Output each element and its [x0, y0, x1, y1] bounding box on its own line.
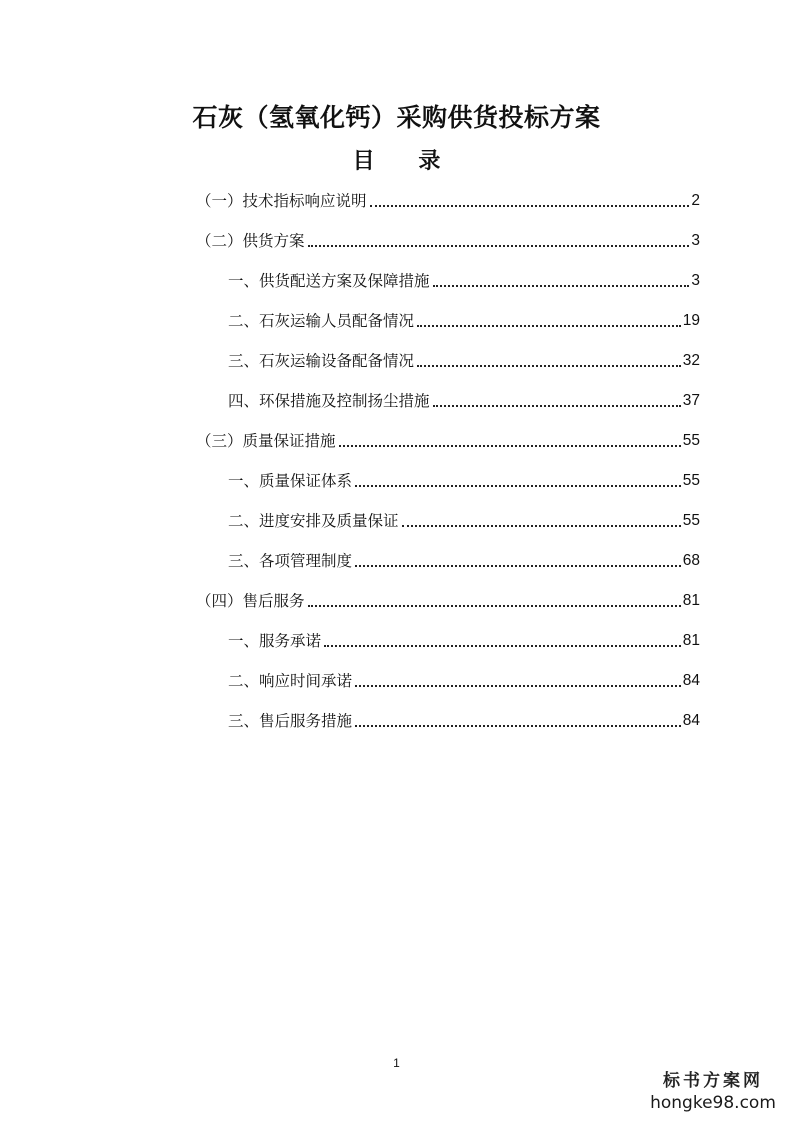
toc-leader-dots [308, 245, 690, 247]
toc-entry-label: 二、响应时间承诺 [228, 672, 353, 690]
toc-leader-dots [339, 445, 681, 447]
toc-entry-page: 55 [682, 432, 700, 449]
toc-entry[interactable] [228, 630, 700, 652]
toc-leader-dots [355, 725, 681, 727]
toc-entry[interactable] [196, 190, 700, 212]
toc-entry[interactable] [228, 310, 700, 332]
toc-entry-page: 3 [691, 232, 700, 249]
toc-entry-label: 三、各项管理制度 [228, 552, 353, 570]
toc-entry-page: 19 [682, 312, 700, 329]
toc-entry-page: 68 [682, 552, 700, 569]
toc-entry-label: 一、供货配送方案及保障措施 [228, 272, 430, 290]
toc-entry[interactable] [196, 590, 700, 612]
toc-entry-label: 四、环保措施及控制扬尘措施 [228, 392, 430, 410]
toc-entry-label: 一、服务承诺 [228, 632, 322, 650]
toc-entry-label: （二）供货方案 [196, 232, 305, 250]
toc-entry[interactable] [228, 550, 700, 572]
toc-entry-page: 81 [682, 592, 700, 609]
toc-leader-dots [417, 365, 681, 367]
toc-entry-label: 一、质量保证体系 [228, 472, 353, 490]
toc-entry-page: 84 [682, 712, 700, 729]
toc-leader-dots [417, 325, 681, 327]
toc-entry[interactable] [228, 350, 700, 372]
toc-entry[interactable] [228, 390, 700, 412]
page-number: 1 [393, 1056, 400, 1070]
toc-entry[interactable] [228, 670, 700, 692]
toc-entry-label: 二、石灰运输人员配备情况 [228, 312, 415, 330]
toc-leader-dots [308, 605, 681, 607]
toc-entry-label: （四）售后服务 [196, 592, 305, 610]
document-title: 石灰（氢氧化钙）采购供货投标方案 [192, 103, 601, 132]
toc-entry-page: 81 [682, 632, 700, 649]
toc-entry-label: （一）技术指标响应说明 [196, 192, 367, 210]
watermark [643, 1070, 783, 1114]
watermark-url: hongke98.com [650, 1093, 776, 1113]
toc-entry-page: 55 [682, 472, 700, 489]
toc-leader-dots [324, 645, 681, 647]
toc-entry-label: 二、进度安排及质量保证 [228, 512, 399, 530]
toc-entry-label: 三、售后服务措施 [228, 712, 353, 730]
watermark-site-name: 标书方案网 [663, 1071, 763, 1091]
toc-entry[interactable] [228, 510, 700, 532]
toc-leader-dots [433, 285, 690, 287]
toc-entry-page: 32 [682, 352, 700, 369]
toc-leader-dots [402, 525, 681, 527]
toc-leader-dots [355, 685, 681, 687]
toc-leader-dots [355, 565, 681, 567]
toc-entry[interactable] [228, 270, 700, 292]
toc-entry[interactable] [228, 710, 700, 732]
toc-entry-page: 3 [691, 272, 700, 289]
toc-leader-dots [433, 405, 681, 407]
toc-entry-label: 三、石灰运输设备配备情况 [228, 352, 415, 370]
toc-entry-page: 84 [682, 672, 700, 689]
toc-entry[interactable] [196, 230, 700, 252]
toc-entry-page: 2 [691, 192, 700, 209]
toc-entry-page: 37 [682, 392, 700, 409]
toc-entry[interactable] [196, 430, 700, 452]
toc-entry-page: 55 [682, 512, 700, 529]
toc-leader-dots [370, 205, 690, 207]
toc-heading: 目 录 [352, 149, 459, 174]
toc-entry-label: （三）质量保证措施 [196, 432, 336, 450]
toc-entry[interactable] [228, 470, 700, 492]
toc-leader-dots [355, 485, 681, 487]
